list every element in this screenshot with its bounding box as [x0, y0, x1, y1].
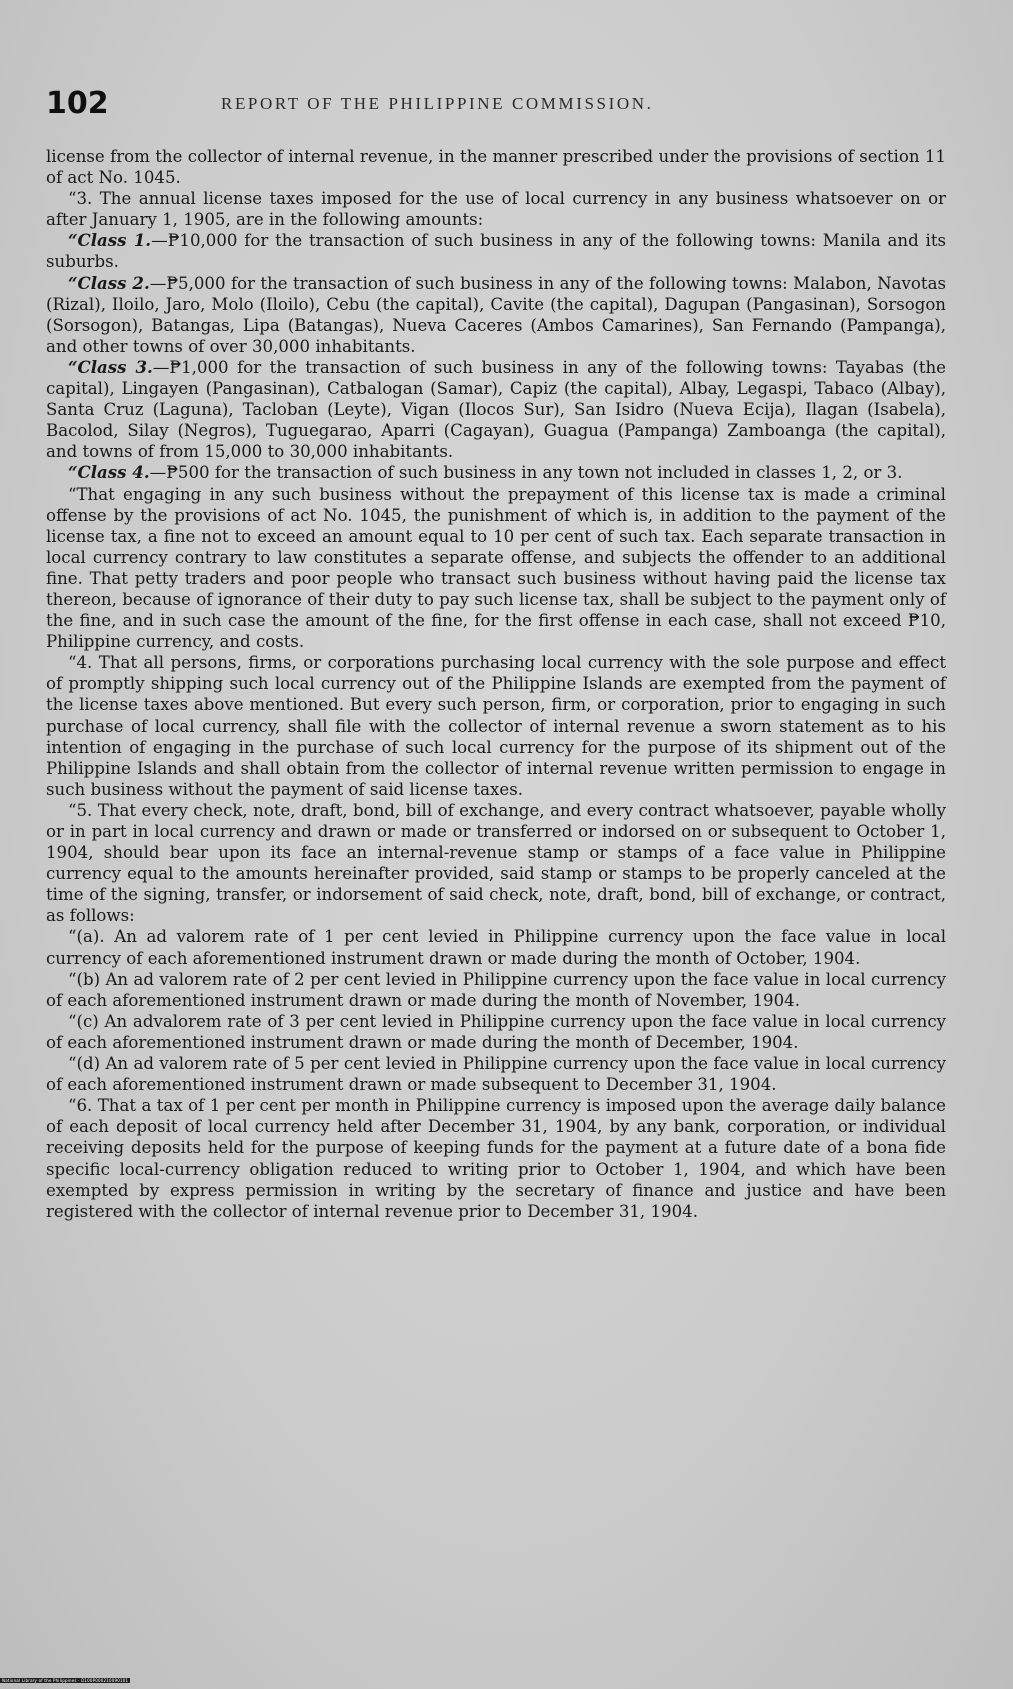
paragraph: “That engaging in any such business without the prepayment of this license tax is made a criminal offense by the provisions of act No. 1045, the punishment of which is, in addition to the payment of the license tax, a fine not to exceed an amount equal to 10 per cent of such tax. Each separate transaction in local currency contrary to law constitutes a separate offense, and subjects the offender to an additional fine. That petty traders and poor people who transact such business without having paid the license tax thereon, because of ignorance of their duty to pay such license tax, shall be subject to the payment only of the fine, and in such case the amount of the fine, for the first offense in each case, shall not exceed ₱10, Philippine currency, and costs.: [46, 484, 946, 652]
class-label: “Class 3.: [68, 356, 153, 377]
class-paragraph: [46, 230, 946, 272]
paragraph: license from the collector of internal revenue, in the manner prescribed under the provisions of section 11 of act No. 1045.: [46, 147, 946, 188]
class-paragraph: [46, 462, 946, 483]
running-head: REPORT OF THE PHILIPPINE COMMISSION.: [221, 94, 654, 113]
class-paragraph: [46, 357, 946, 462]
class-text: —₱10,000 for the transaction of such business in any of the following towns: Manila and its suburbs.: [46, 231, 946, 272]
paragraph: “6. That a tax of 1 per cent per month in Philippine currency is imposed upon the average daily balance of each deposit of local currency held after December 31, 1904, by any bank, corporation, or individual receiving deposits held for the purpose of keeping funds for the payment at a future date of a bona fide specific local-currency obligation reduced to writing prior to October 1, 1904, and which have been exempted by express permission in writing by the secretary of finance and justice and have been registered with the collector of internal revenue prior to December 31, 1904.: [46, 1096, 946, 1221]
page-header: [46, 86, 973, 126]
class-text: —₱500 for the transaction of such business in any town not included in classes 1, 2, or 3.: [149, 463, 903, 483]
page-number: 102: [46, 86, 109, 121]
class-text: —₱1,000 for the transaction of such business in any of the following towns: Tayabas (the capital), Lingayen (Pangasinan), Catbalogan (Samar), Capiz (the capital), Albay, Legaspi, Tabaco (Albay), Santa Cruz (Laguna), Tacloban (Leyte), Vigan (Ilocos Sur), San Isidro (Nueva Ecija), Ilagan (Isabela), Bacolod, Silay (Negros), Tuguegarao, Aparri (Cagayan), Guagua (Pampanga) Zamboanga (the capital), and towns of from 15,000 to 30,000 inhabitants.: [46, 357, 947, 462]
library-watermark: National Library of the Philippines · D100P000210090101: [2, 1678, 129, 1683]
paragraph: “5. That every check, note, draft, bond, bill of exchange, and every contract whatsoever, payable wholly or in part in local currency and drawn or made or transferred or indorsed on or subsequent to October 1, 1904, should bear upon its face an internal-revenue stamp or stamps of a face value in Philippine currency equal to the amounts hereinafter provided, said stamp or stamps to be properly canceled at the time of the signing, transfer, or indorsement of said check, note, draft, bond, bill of exchange, or contract, as follows:: [46, 800, 946, 926]
class-text: —₱5,000 for the transaction of such business in any of the following towns: Malabon, Navotas (Rizal), Iloilo, Jaro, Molo (Iloilo), Cebu (the capital), Cavite (the capital), Dagupan (Pangasinan), Sorsogon (Sorsogon), Batangas, Lipa (Batangas), Nueva Caceres (Ambos Camarines), San Fernando (Pampanga), and other towns of over 30,000 inhabitants.: [46, 273, 947, 356]
paragraph: “(c) An advalorem rate of 3 per cent levied in Philippine currency upon the face value in local currency of each aforementioned instrument drawn or made during the month of December, 1904.: [46, 1011, 946, 1052]
paragraph: “(b) An ad valorem rate of 2 per cent levied in Philippine currency upon the face value in local currency of each aforementioned instrument drawn or made during the month of November, 1904.: [46, 969, 946, 1010]
paragraph: “(d) An ad valorem rate of 5 per cent levied in Philippine currency upon the face value in local currency of each aforementioned instrument drawn or made subsequent to December 31, 1904.: [46, 1054, 946, 1095]
class-paragraph: [46, 273, 946, 357]
paragraph: “4. That all persons, firms, or corporations purchasing local currency with the sole purpose and effect of promptly shipping such local currency out of the Philippine Islands are exempted from the payment of the license taxes above mentioned. But every such person, firm, or corporation, prior to engaging in such purchase of local currency, shall file with the collector of internal revenue a sworn statement as to his intention of engaging in the purchase of such local currency for the purpose of its shipment out of the Philippine Islands and shall obtain from the collector of internal revenue written permission to engage in such business without the payment of said license taxes.: [46, 653, 946, 799]
paragraph: “3. The annual license taxes imposed for the use of local currency in any business whatsoever on or after January 1, 1905, are in the following amounts:: [46, 189, 946, 230]
class-label: “Class 2.: [68, 272, 150, 293]
paragraph: “(a). An ad valorem rate of 1 per cent levied in Philippine currency upon the face value in local currency of each aforementioned instrument drawn or made during the month of October, 1904.: [46, 927, 946, 968]
body-text: [46, 146, 946, 1222]
class-label: “Class 4.: [68, 462, 150, 483]
class-label: “Class 1.: [68, 230, 152, 251]
